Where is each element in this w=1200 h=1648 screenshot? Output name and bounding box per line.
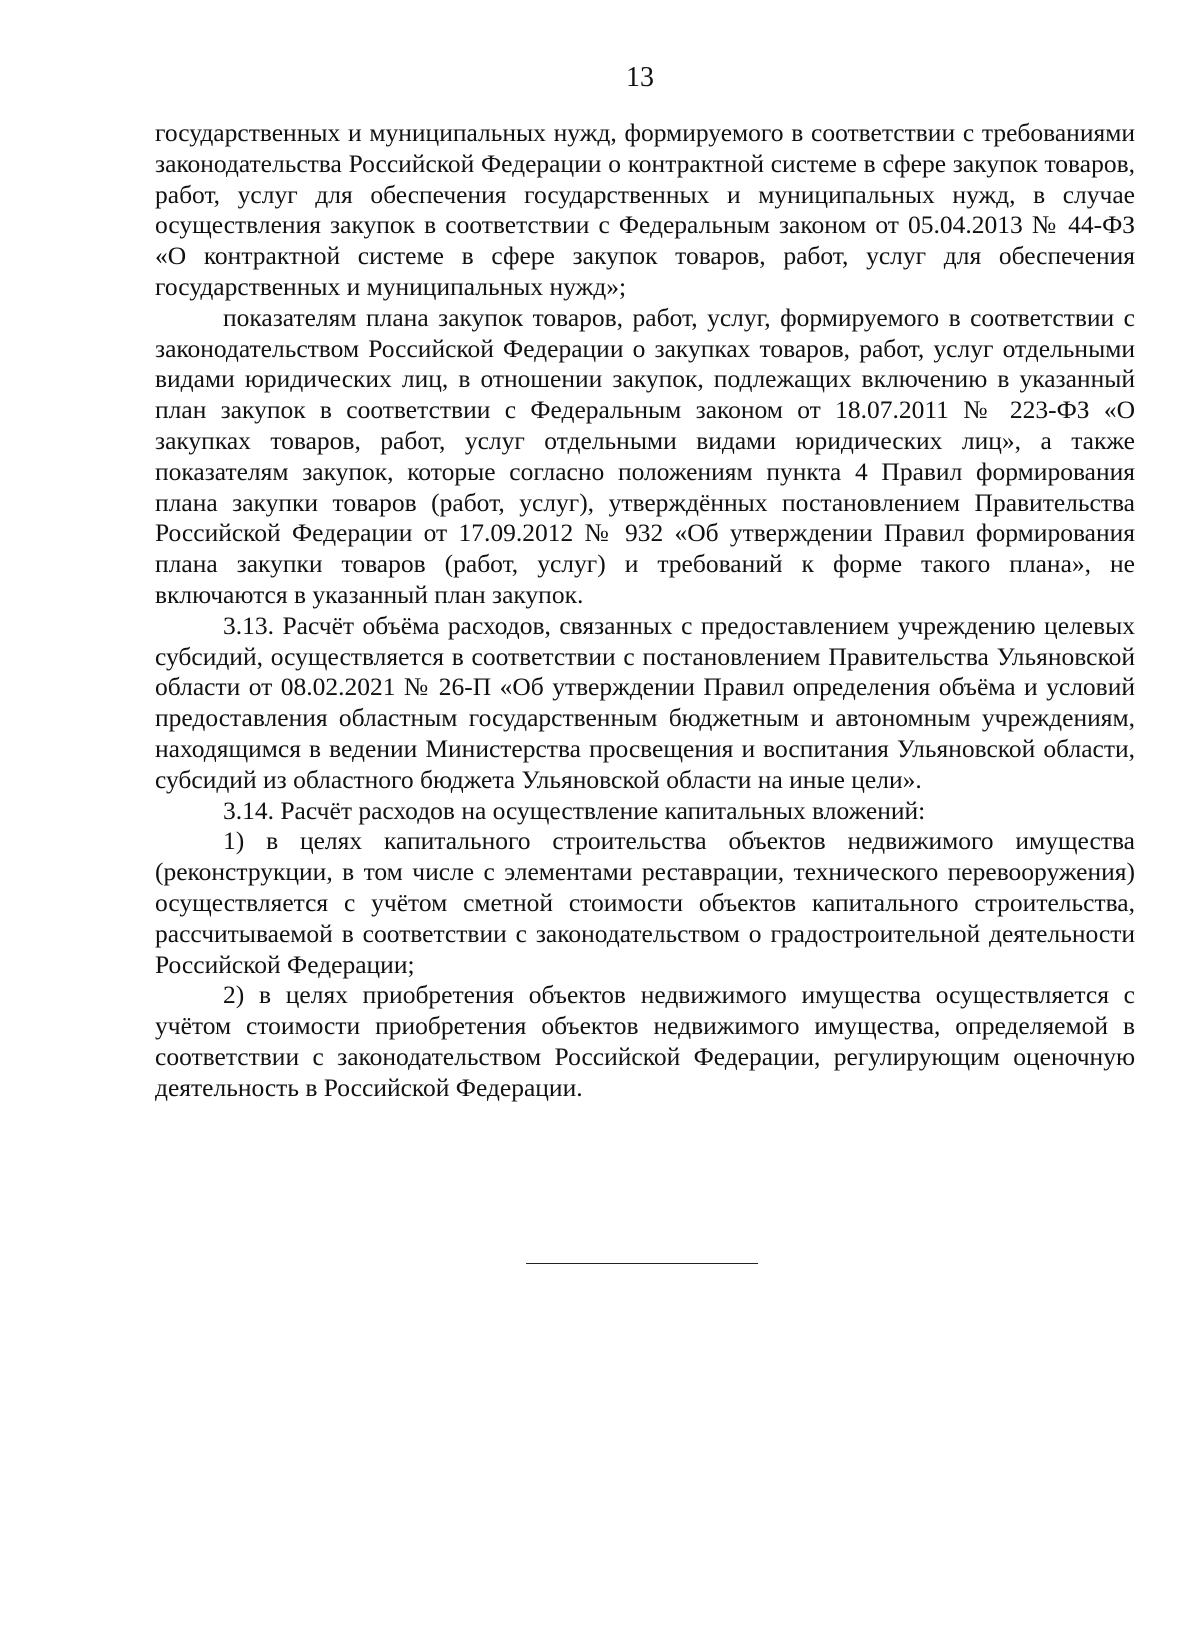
paragraph-procurement-plan-indicators: показателям плана закупок товаров, работ, услуг, формируемого в соответствии с законодательством Российской Федерации о закупках товаров, работ, услуг отдельными видами юридических лиц, в отношении закупок, подлежащих включению в указанный план закупок в соответствии с Федеральным законом от 18.07.2011 № 223-ФЗ «О закупках товаров, работ, услуг отдельными видами юридических лиц», а также показателям закупок, которые согласно положениям пункта 4 Правил формирования плана закупки товаров (работ, услуг), утверждённых постановлением Правительства Российской Федерации от 17.09.2012 № 932 «Об утверждении Правил формирования плана закупки товаров (работ, услуг) и требований к форме такого плана», не включаются в указанный план закупок. [155,302,1135,609]
page-number: 13 [626,62,654,93]
paragraph-item-1: 1) в целях капитального строительства объектов недвижимого имущества (реконструкции, в том числе с элементами реставрации, технического перевооружения) осуществляется с учётом сметной стоимости объектов капитального строительства, рассчитываемой в соответствии с законодательством о градостроительной деятельности Российской Федерации; [155,826,1135,979]
document-body [155,118,1135,1104]
end-separator-line [526,1263,758,1264]
paragraph-item-2: 2) в целях приобретения объектов недвижимого имущества осуществляется с учётом стоимости приобретения объектов недвижимого имущества, определяемой в соответствии с законодательством Российской Федерации, регулирующим оценочную деятельность в Российской Федерации. [155,980,1135,1102]
paragraph-3-13: 3.13. Расчёт объёма расходов, связанных с предоставлением учреждению целевых субсидий, осуществляется в соответствии с постановлением Правительства Ульяновской области от 08.02.2021 № 26-П «Об утверждении Правил определения объёма и условий предоставления областным государственным бюджетным и автономным учреждениям, находящимся в ведении Министерства просвещения и воспитания Ульяновской области, субсидий из областного бюджета Ульяновской области на иные цели». [155,610,1135,794]
paragraph-continuation: государственных и муниципальных нужд, формируемого в соответствии с требованиями законодательства Российской Федерации о контрактной системе в сфере закупок товаров, работ, услуг для обеспечения государственных и муниципальных нужд, в случае осуществления закупок в соответствии с Федеральным законом от 05.04.2013 № 44-ФЗ «О контрактной системе в сфере закупок товаров, работ, услуг для обеспечения государственных и муниципальных нужд»; [155,118,1135,301]
paragraph-3-14: 3.14. Расчёт расходов на осуществление капитальных вложений: [223,795,926,825]
